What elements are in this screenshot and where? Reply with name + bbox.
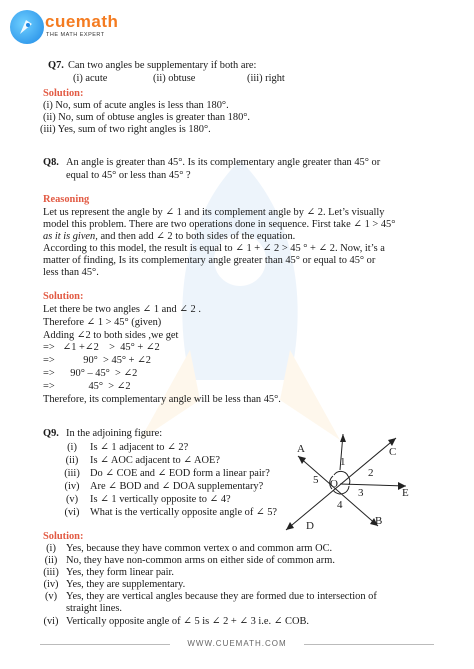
label-B: B: [375, 515, 383, 527]
q9-question: In the adjoining figure:: [66, 428, 163, 439]
q8-reasoning-rest: and then add ∠ 2 to both sides of the equation.: [97, 231, 296, 242]
angle-label-1: 1: [340, 456, 346, 468]
line-AB: [298, 456, 378, 526]
angle-label-2: 2: [368, 467, 374, 479]
arc-angle-3: [346, 486, 349, 492]
q9-solution-num: (i): [46, 543, 56, 554]
footer-url: WWW.CUEMATH.COM: [187, 639, 287, 648]
q9-solution-text: straight lines.: [66, 603, 122, 614]
q8-reasoning-line: matter of finding, Is its complementary angle greater than 45° or equal to 45° or: [43, 255, 376, 266]
q9-solution-text: No, they have non-common arms on either side of common arm.: [66, 555, 335, 566]
q8-number: Q8.: [43, 157, 59, 168]
q8-solution-line: => 90° > 45° + ∠2: [43, 355, 151, 366]
q9-item-num: (ii): [65, 455, 79, 466]
q9-solution-text: Vertically opposite angle of ∠ 5 is ∠ 2 + ∠ 3 i.e. ∠ COB.: [66, 616, 309, 627]
q8-solution-line: Therefore, its complementary angle will be less than 45°.: [43, 394, 281, 405]
q9-solution-num: (iv): [43, 579, 59, 590]
angle-label-3: 3: [358, 487, 364, 499]
q9-solution-num: (iii): [43, 567, 59, 578]
arrow-A: [298, 456, 306, 464]
q8-solution-line: Let there be two angles ∠ 1 and ∠ 2 .: [43, 304, 201, 315]
q8-question-line: An angle is greater than 45°. Is its complementary angle greater than 45° or: [66, 157, 381, 168]
q8-solution-line: Therefore ∠ 1 > 45° (given): [43, 317, 162, 328]
q9-solution-text: Yes, because they have common vertex o and common arm OC.: [66, 543, 333, 554]
q8-reasoning-line: [43, 231, 295, 243]
label-C: C: [389, 446, 397, 458]
q8-solution-line: => 90° – 45° > ∠2: [43, 368, 138, 379]
q9-number: Q9.: [43, 428, 59, 439]
cuemath-logo: [8, 4, 118, 46]
q7-question: Can two angles be supplementary if both are:: [68, 60, 257, 71]
label-O: O: [330, 478, 338, 490]
angle-label-5: 5: [313, 474, 319, 486]
q9-item-num: (iii): [64, 468, 80, 479]
q9-item-text: Is ∠ 1 vertically opposite to ∠ 4?: [90, 494, 231, 505]
arrow-C: [388, 438, 396, 446]
q7-number: Q7.: [48, 60, 64, 71]
brand-tagline: THE MATH EXPERT: [46, 32, 105, 38]
q7-option-1: (i) acute: [73, 73, 108, 84]
label-A: A: [297, 443, 305, 455]
q9-solution-num: (v): [44, 591, 58, 602]
q7-solution-line: (i) No, sum of acute angles is less than 180°.: [43, 100, 229, 111]
q9-solution-label: Solution:: [43, 531, 84, 542]
q9-item-text: What is the vertically opposite angle of ∠ 5?: [90, 507, 278, 518]
q8-solution-line: => 45° > ∠2: [43, 381, 131, 392]
q8-reasoning-line: less than 45°.: [43, 267, 99, 278]
label-D: D: [306, 520, 314, 532]
q8-question-line: equal to 45° or less than 45° ?: [66, 170, 191, 181]
q7-option-3: (iii) right: [247, 73, 285, 84]
rocket-icon: [10, 10, 44, 44]
q9-solution-num: (vi): [43, 616, 59, 627]
q7-solution-line: (ii) No, sum of obtuse angles is greater than 180°.: [43, 112, 251, 123]
q9-solution-text: Yes, they are vertical angles because they are formed due to intersection of: [66, 591, 377, 602]
angle-label-4: 4: [337, 499, 343, 511]
q7-option-2: (ii) obtuse: [153, 73, 196, 84]
arrow-D: [286, 522, 294, 530]
q8-solution-line: Adding ∠2 to both sides ,we get: [43, 330, 179, 341]
q9-solution-text: Yes, they are supplementary.: [66, 579, 186, 590]
q8-reasoning-line: According to this model, the result is equal to ∠ 1 + ∠ 2 > 45 ° + ∠ 2. Now, it’s a: [43, 243, 385, 254]
q8-reasoning-line: model this problem. There are two operations done in sequence. First take ∠ 1 > 45°: [43, 219, 396, 230]
angles-figure: [278, 428, 428, 540]
label-E: E: [402, 487, 409, 499]
arc-angle-1: [334, 471, 348, 476]
q9-item-num: (vi): [64, 507, 80, 518]
q9-item-num: (v): [65, 494, 79, 505]
q7-solution-line: (iii) Yes, sum of two right angles is 180°.: [40, 124, 211, 135]
q9-item-text: Is ∠ 1 adjacent to ∠ 2?: [90, 442, 189, 453]
q8-reasoning-line: Let us represent the angle by ∠ 1 and its complement angle by ∠ 2. Let’s visually: [43, 207, 385, 218]
q9-solution-text: Yes, they form linear pair.: [66, 567, 175, 578]
q9-item-text: Is ∠ AOC adjacent to ∠ AOE?: [90, 455, 220, 466]
q8-solution-line: => ∠1 +∠2 > 45° + ∠2: [43, 342, 160, 353]
q8-reasoning-italic: as it is given,: [43, 231, 98, 242]
q8-reasoning-label: Reasoning: [43, 194, 90, 205]
arrow-top: [340, 434, 346, 442]
ray-OE: [340, 484, 406, 486]
q9-item-num: (iv): [64, 481, 80, 492]
q7-solution-label: Solution:: [43, 88, 84, 99]
brand-name: cuemath: [45, 12, 119, 31]
q9-solution-num: (ii): [44, 555, 58, 566]
q9-item-text: Are ∠ BOD and ∠ DOA supplementary?: [90, 481, 264, 492]
q8-solution-label: Solution:: [43, 291, 84, 302]
q9-item-num: (i): [67, 442, 77, 453]
q9-item-text: Do ∠ COE and ∠ EOD form a linear pair?: [90, 468, 270, 479]
